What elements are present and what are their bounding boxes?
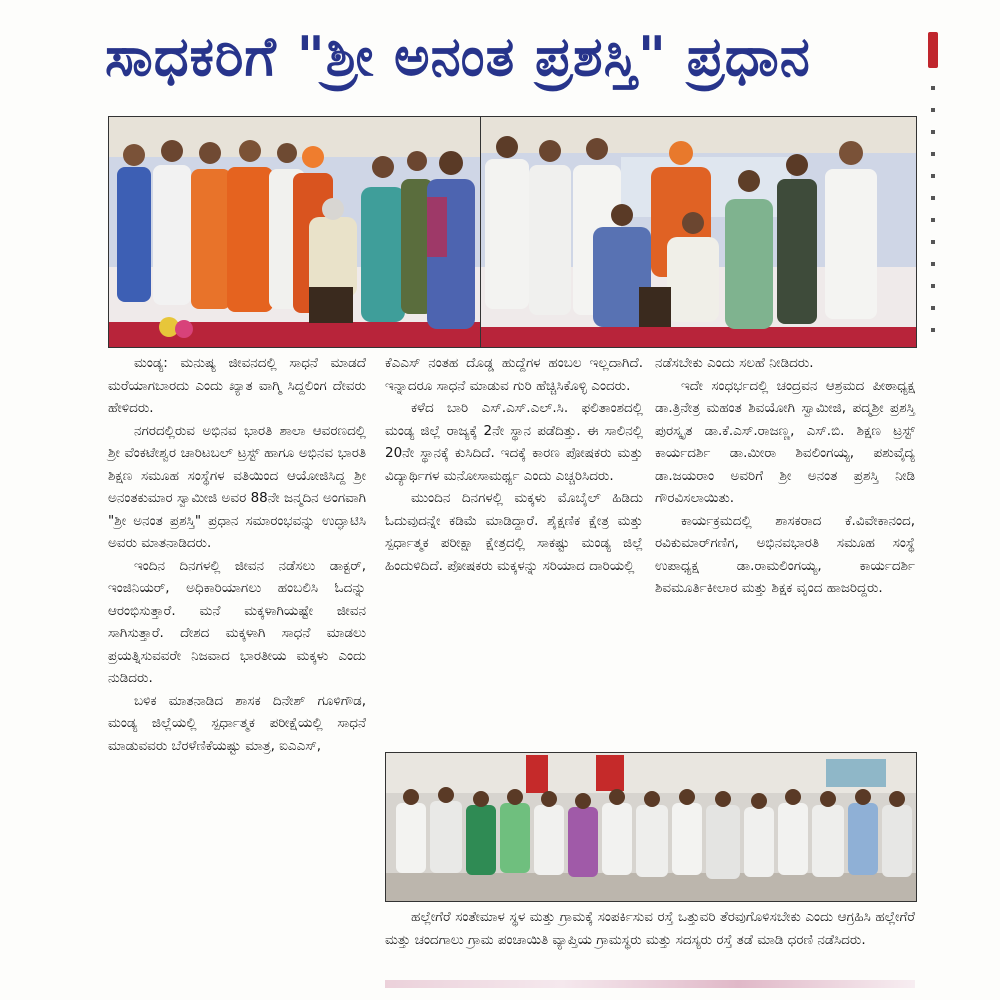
protest-photo	[385, 752, 917, 902]
article-paragraph: ಕಾರ್ಯಕ್ರಮದಲ್ಲಿ ಶಾಸಕರಾದ ಕೆ.ವಿವೇಕಾನಂದ, ರವಿಕುಮಾರ್‌ಗಣಿಗ, ಅಭಿನವಭಾರತಿ ಸಮೂಹ ಸಂಸ್ಥೆ ಉಪಾಧ್ಯಕ್ಷ ಡಾ.ರಾಮಲಿಂಗಯ್ಯ, ಕಾರ್ಯದರ್ಶಿ ಶಿವಮೂರ್ತಿಕೀಲಾರ ಮತ್ತು ಶಿಕ್ಷಕ ವೃಂದ ಹಾಜರಿದ್ದರು.	[655, 512, 915, 596]
headline: ಸಾಧಕರಿಗೆ "ಶ್ರೀ ಅನಂತ ಪ್ರಶಸ್ತಿ" ಪ್ರಧಾನ	[105, 25, 811, 88]
protest-photo-caption	[385, 906, 915, 951]
article-paragraph: ಕಳೆದ ಬಾರಿ ಎಸ್.ಎಸ್.ಎಲ್.ಸಿ. ಫಲಿತಾಂಶದಲ್ಲಿ ಮಂಡ್ಯ ಜಿಲ್ಲೆ ರಾಜ್ಯಕ್ಕೆ 2ನೇ ಸ್ಥಾನ ಪಡೆದಿತ್ತು. ಈ ಸಾಲಿನಲ್ಲಿ 20ನೇ ಸ್ಥಾನಕ್ಕೆ ಕುಸಿದಿದೆ. ಇದಕ್ಕೆ ಕಾರಣ ಪೋಷಕರು ಮತ್ತು ವಿದ್ಯಾರ್ಥಿಗಳ ಮನೋಸಾಮರ್ಥ್ಯ ಎಂದು ಎಚ್ಚರಿಸಿದರು.	[385, 400, 643, 484]
article-paragraph: ಕೆಎಎಸ್ ನಂತಹ ದೊಡ್ಡ ಹುದ್ದೆಗಳ ಹಂಬಲ ಇಲ್ಲದಾಗಿದೆ. ಇನ್ನಾದರೂ ಸಾಧನೆ ಮಾಡುವ ಗುರಿ ಹೆಚ್ಚಿಸಿಕೊಳ್ಳಿ ಎಂದರು.	[385, 355, 643, 394]
adjacent-column-edge	[928, 20, 940, 980]
ceremony-photo-left	[108, 116, 482, 348]
adjacent-headline-fragment	[928, 32, 938, 68]
ceremony-photo-right	[480, 116, 917, 348]
article-paragraph: ಇದೇ ಸಂಧರ್ಭದಲ್ಲಿ ಚಂದ್ರವನ ಆಶ್ರಮದ ಪೀಠಾಧ್ಯಕ್ಷ ಡಾ.ತ್ರಿನೇತ್ರ ಮಹಂತ ಶಿವಯೋಗಿ ಸ್ವಾಮೀಜಿ, ಪದ್ಮಶ್ರೀ ಪ್ರಶಸ್ತಿ ಪುರಸ್ಕೃತ ಡಾ.ಕೆ.ಎಸ್.ರಾಜಣ್ಣ, ಎಸ್.ಬಿ. ಶಿಕ್ಷಣ ಟ್ರಸ್ಟ್ ಕಾರ್ಯದರ್ಶಿ ಡಾ.ಮೀರಾ ಶಿವಲಿಂಗಯ್ಯ, ಪಶುವೈದ್ಯ ಡಾ.ಜಯರಾಂ ಅವರಿಗೆ ಶ್ರೀ ಅನಂತ ಪ್ರಶಸ್ತಿ ನೀಡಿ ಗೌರವಿಸಲಾಯಿತು.	[655, 377, 915, 506]
article-paragraph: ಇಂದಿನ ದಿನಗಳಲ್ಲಿ ಜೀವನ ನಡೆಸಲು ಡಾಕ್ಟರ್, ಇಂಜಿನಿಯರ್, ಅಧಿಕಾರಿಯಾಗಲು ಹಂಬಲಿಸಿ ಓದನ್ನು ಆರಂಭಿಸುತ್ತಾರೆ. ಮನೆ ಮಕ್ಕಳಾಗಿಯಷ್ಟೇ ಜೀವನ ಸಾಗಿಸುತ್ತಾರೆ. ದೇಶದ ಮಕ್ಕಳಾಗಿ ಸಾಧನೆ ಮಾಡಲು ಪ್ರಯತ್ನಿಸುವವರೇ ನಿಜವಾದ ಭಾರತೀಯ ಮಕ್ಕಳು ಎಂದು ನುಡಿದರು.	[108, 557, 366, 686]
article-column-left	[108, 352, 366, 757]
article-column-middle	[385, 352, 643, 577]
caption-text: ಹಲ್ಲೇಗೆರೆ ಸಂತೇಮಾಳ ಸ್ಥಳ ಮತ್ತು ಗ್ರಾಮಕ್ಕೆ ಸಂಪರ್ಕಿಸುವ ರಸ್ತೆ ಒತ್ತುವರಿ ತೆರವುಗೊಳಿಸಬೇಕು ಎಂದು ಆಗ್ರಹಿಸಿ ಹಲ್ಲೇಗೆರೆ ಮತ್ತು ಚಂದಗಾಲು ಗ್ರಾಮ ಪಂಚಾಯಿತಿ ವ್ಯಾಪ್ತಿಯ ಗ್ರಾಮಸ್ಥರು ಮತ್ತು ಸದಸ್ಯರು ರಸ್ತೆ ತಡೆ ಮಾಡಿ ಧರಣಿ ನಡೆಸಿದರು.	[385, 909, 915, 948]
article-paragraph: ಮುಂದಿನ ದಿನಗಳಲ್ಲಿ ಮಕ್ಕಳು ಮೊಬೈಲ್ ಹಿಡಿದು ಓದುವುದನ್ನೇ ಕಡಿಮೆ ಮಾಡಿದ್ದಾರೆ. ಶೈಕ್ಷಣಿಕ ಕ್ಷೇತ್ರ ಮತ್ತು ಸ್ಪರ್ಧಾತ್ಮಕ ಪರೀಕ್ಷಾ ಕ್ಷೇತ್ರದಲ್ಲಿ ಸಾಕಷ್ಟು ಮಂಡ್ಯ ಜಿಲ್ಲೆ ಹಿಂದುಳಿದಿದೆ. ಪೋಷಕರು ಮಕ್ಕಳನ್ನು ಸರಿಯಾದ ದಾರಿಯಲ್ಲಿ	[385, 490, 643, 574]
article-paragraph: ನಡೆಸಬೇಕು ಎಂದು ಸಲಹೆ ನೀಡಿದರು.	[655, 355, 814, 371]
article-paragraph: ಬಳಿಕ ಮಾತನಾಡಿದ ಶಾಸಕ ದಿನೇಶ್ ಗೂಳಿಗೌಡ, ಮಂಡ್ಯ ಜಿಲ್ಲೆಯಲ್ಲಿ ಸ್ಪರ್ಧಾತ್ಮಕ ಪರೀಕ್ಷೆಯಲ್ಲಿ ಸಾಧನೆ ಮಾಡುವವರು ಬೆರಳೆಣಿಕೆಯಷ್ಟು ಮಾತ್ರ, ಐಎಎಸ್,	[108, 692, 366, 754]
article-column-right	[655, 352, 915, 600]
article-paragraph: ನಗರದಲ್ಲಿರುವ ಅಭಿನವ ಭಾರತಿ ಶಾಲಾ ಆವರಣದಲ್ಲಿ ಶ್ರೀ ವೆಂಕಟೇಶ್ವರ ಚಾರಿಟಬಲ್ ಟ್ರಸ್ಟ್ ಹಾಗೂ ಅಭಿನವ ಭಾರತಿ ಶಿಕ್ಷಣ ಸಮೂಹ ಸಂಸ್ಥೆಗಳ ವತಿಯಿಂದ ಆಯೋಜಿಸಿದ್ದ ಶ್ರೀ ಅನಂತಕುಮಾರ ಸ್ವಾಮೀಜಿ ಅವರ 88ನೇ ಜನ್ಮದಿನ ಅಂಗವಾಗಿ "ಶ್ರೀ ಅನಂತ ಪ್ರಶಸ್ತಿ" ಪ್ರಧಾನ ಸಮಾರಂಭವನ್ನು ಉದ್ಘಾಟಿಸಿ ಅವರು ಮಾತನಾಡಿದರು.	[108, 422, 366, 551]
bottom-edge-fragment	[385, 980, 915, 988]
article-paragraph: ಮಂಡ್ಯ: ಮನುಷ್ಯ ಜೀವನದಲ್ಲಿ ಸಾಧನೆ ಮಾಡದೆ ಮರೆಯಾಗಬಾರದು ಎಂದು ಖ್ಯಾತ ವಾಗ್ಮಿ ಸಿದ್ದಲಿಂಗ ದೇವರು ಹೇಳಿದರು.	[108, 355, 366, 416]
